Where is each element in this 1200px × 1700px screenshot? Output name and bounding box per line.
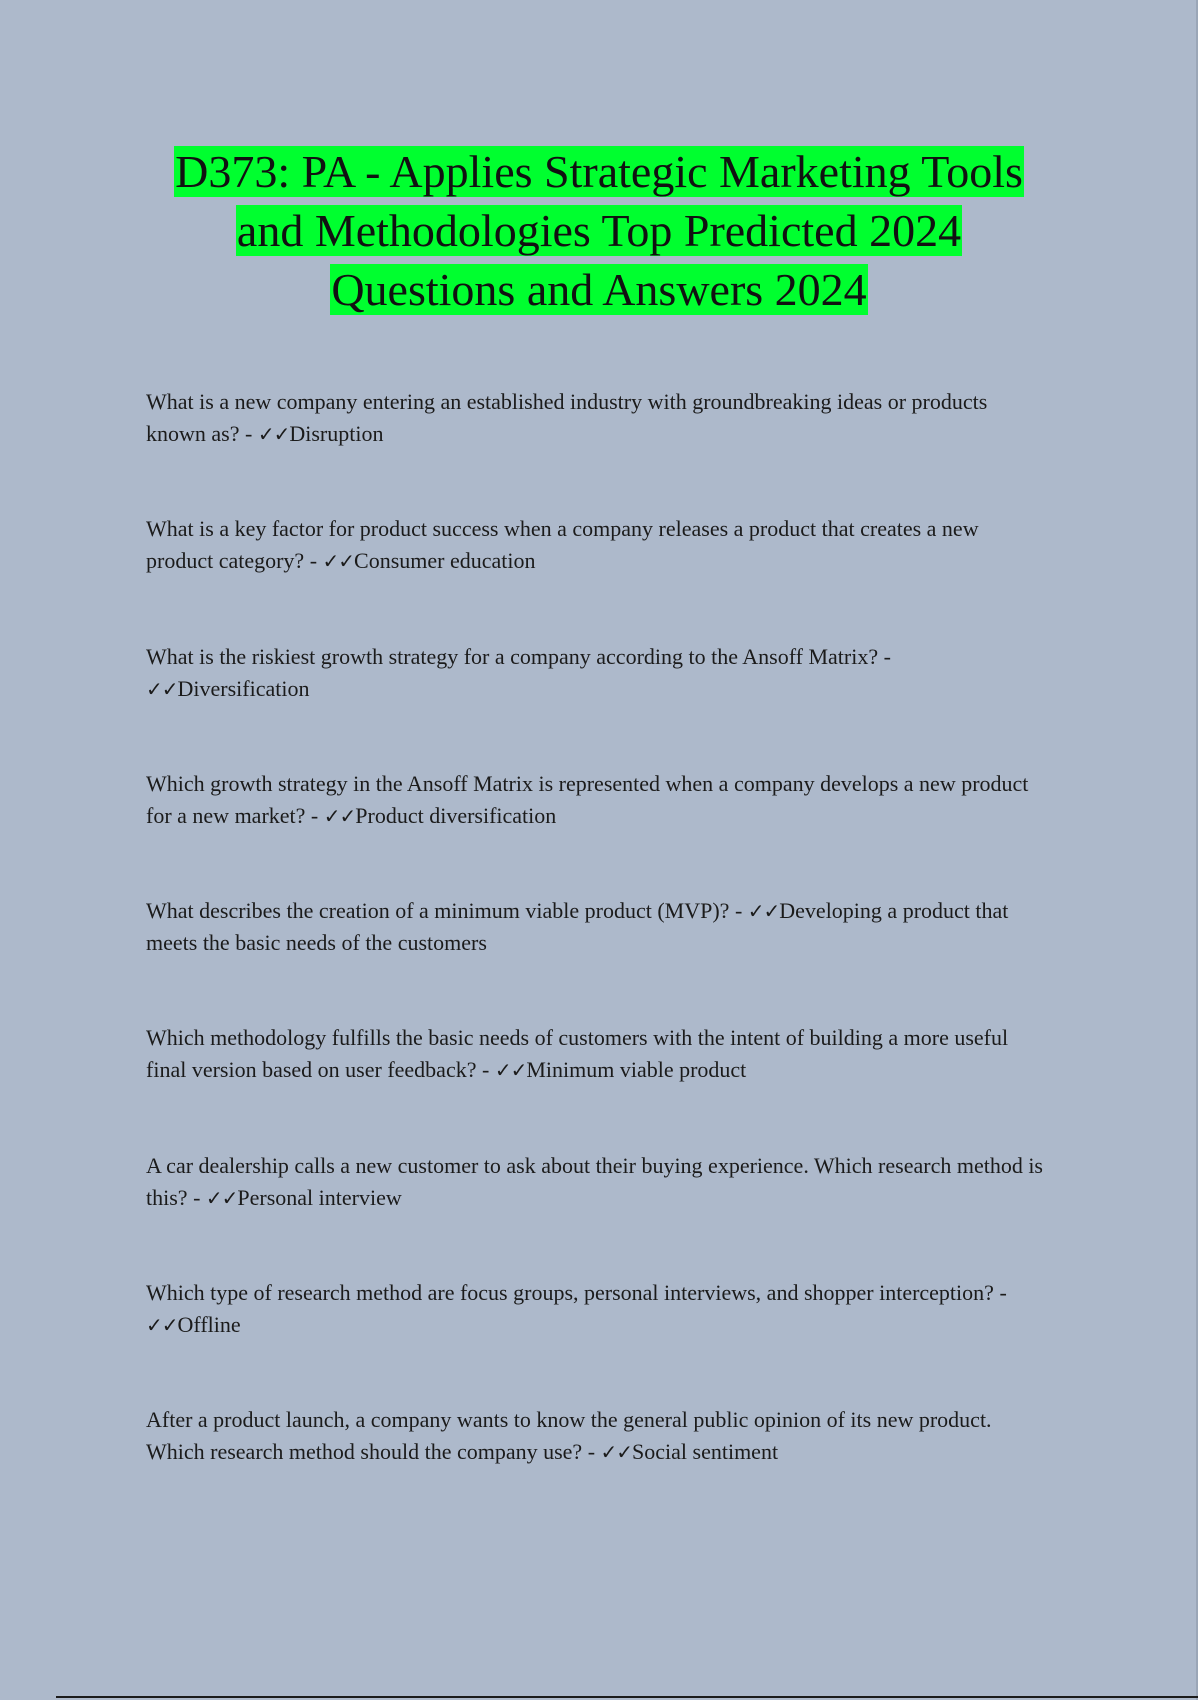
separator: -	[476, 1057, 495, 1083]
question-text: Which type of research method are focus groups, personal interviews, and shopper interception?	[146, 1280, 994, 1306]
double-check-icon: ✓✓	[322, 549, 355, 574]
separator: -	[305, 802, 324, 828]
double-check-icon: ✓✓	[205, 1185, 238, 1210]
document-title	[0, 142, 1198, 319]
separator: -	[239, 421, 258, 446]
qa-item	[146, 1150, 1046, 1277]
question-text: Which growth strategy in the Ansoff Matrix is represented when a company develops a new product for a new market?	[146, 770, 1029, 828]
title-line-1: D373: PA - Applies Strategic Marketing Tools	[175, 146, 1023, 197]
separator: -	[993, 1280, 1007, 1306]
answer-text: Developing a product that meets the basic needs of the customers	[146, 898, 1009, 956]
question-text: Which methodology fulfills the basic needs of customers with the intent of building a more useful final version based on user feedback?	[146, 1025, 1009, 1083]
qa-item	[146, 641, 1046, 768]
question-text: What is a key factor for product success when a company releases a product that creates a new product category?	[146, 516, 979, 574]
question-text: After a product launch, a company wants to know the general public opinion of its new product. Which research method should the company use?	[146, 1407, 992, 1465]
qa-item	[146, 1404, 1046, 1531]
answer-text: Disruption	[289, 421, 384, 446]
bottom-divider	[56, 1696, 1198, 1698]
answer-text: Consumer education	[354, 548, 536, 574]
qa-list	[146, 386, 1046, 1532]
separator: -	[582, 1439, 601, 1465]
double-check-icon: ✓✓	[747, 899, 780, 924]
question-text: What describes the creation of a minimum viable product (MVP)?	[146, 898, 730, 924]
question-text: A car dealership calls a new customer to ask about their buying experience. Which research method is this?	[146, 1152, 1043, 1210]
separator: -	[729, 898, 748, 924]
title-line-3: Questions and Answers 2024	[331, 264, 867, 315]
question-text: What is a new company entering an established industry with groundbreaking ideas or products known as?	[146, 389, 988, 446]
double-check-icon: ✓✓	[146, 676, 178, 701]
qa-item	[146, 895, 1046, 1022]
qa-item	[146, 768, 1046, 895]
qa-item	[146, 386, 1046, 513]
qa-item	[146, 1022, 1046, 1149]
qa-item	[146, 513, 1046, 640]
separator: -	[878, 643, 891, 669]
answer-text: Minimum viable product	[526, 1057, 747, 1083]
title-line-2: and Methodologies Top Predicted 2024	[236, 205, 962, 256]
double-check-icon: ✓✓	[257, 422, 290, 446]
answer-text: Personal interview	[237, 1184, 402, 1210]
separator: -	[187, 1184, 206, 1210]
answer-text: Offline	[177, 1312, 241, 1338]
question-text: What is the riskiest growth strategy for a company according to the Ansoff Matrix?	[146, 643, 879, 669]
double-check-icon: ✓✓	[494, 1058, 527, 1083]
answer-text: Social sentiment	[632, 1439, 779, 1465]
separator: -	[304, 548, 323, 574]
double-check-icon: ✓✓	[323, 803, 356, 828]
qa-item	[146, 1277, 1046, 1404]
double-check-icon: ✓✓	[146, 1313, 178, 1338]
answer-text: Diversification	[177, 675, 310, 701]
answer-text: Product diversification	[355, 802, 557, 828]
double-check-icon: ✓✓	[600, 1440, 633, 1465]
